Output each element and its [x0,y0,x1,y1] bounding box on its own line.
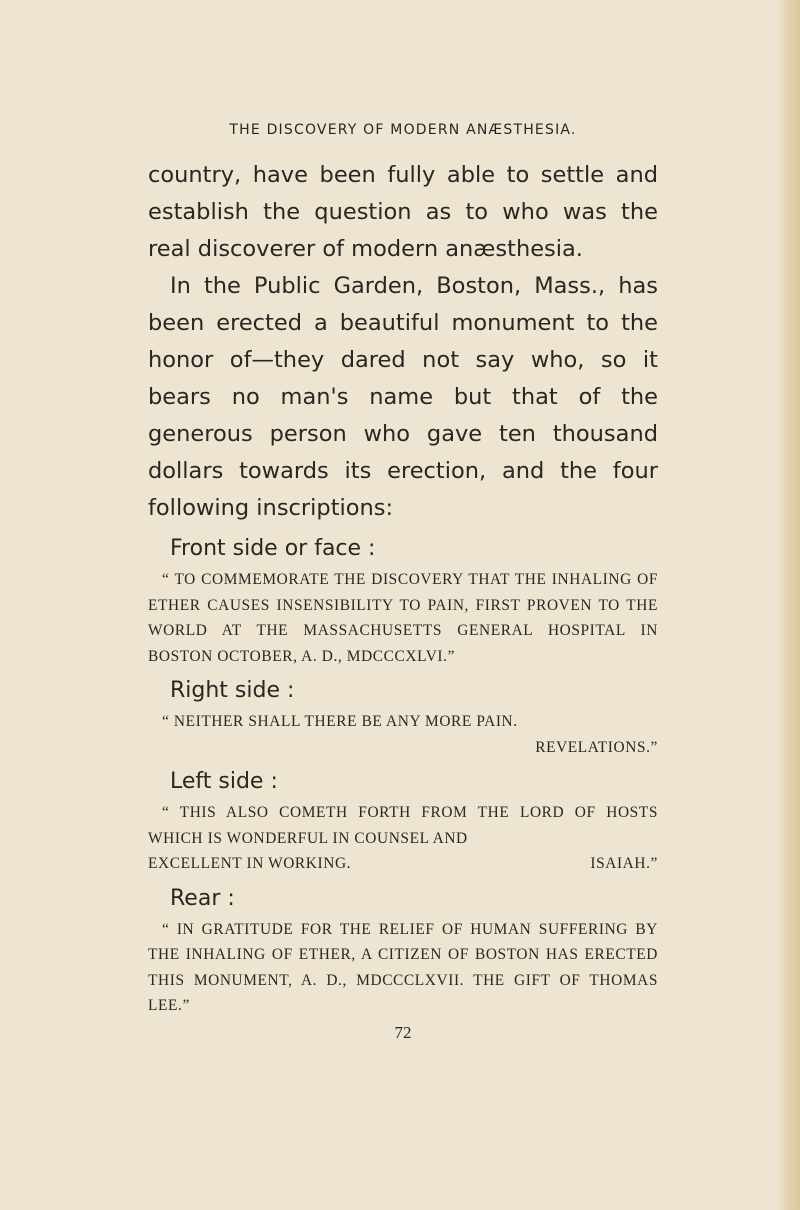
right-inscription-text: “ NEITHER SHALL THERE BE ANY MORE PAIN. [162,713,518,730]
right-inscription-source: REVELATIONS.” [535,738,658,756]
left-inscription-last-line: EXCELLENT IN WORKING. [148,855,352,872]
running-head: THE DISCOVERY OF MODERN ANÆSTHESIA. [229,122,577,138]
rear-inscription-text: “ IN GRATITUDE FOR THE RELIEF OF HUMAN SUFFERING BY THE INHALING OF ETHER, A CITIZEN OF BOSTON HAS ERECTED THIS MONUMENT, A. D., MDCCCLXVII. THE GIFT OF THOMAS LEE.” [148,920,658,1014]
right-side-label: Right side : [170,678,295,703]
left-inscription-final-line [148,851,658,877]
paragraph-monument: In the Public Garden, Boston, Mass., has been erected a beautiful monument to the honor of—they dared not say who, so it bears no man's name but that of the generous person who gave ten thousand dollars towards its erection, and the four following inscriptions: [148,273,658,521]
left-inscription-text: “ THIS ALSO COMETH FORTH FROM THE LORD OF HOSTS WHICH IS WONDERFUL IN COUNSEL AND [148,804,658,847]
paragraph-continuation: country, have been fully able to settle and establish the question as to who was the real discoverer of modern anæsthesia. [148,162,658,262]
front-side-label: Front side or face : [170,536,376,561]
book-page [148,122,658,1043]
rear-inscription [148,917,658,1019]
front-inscription-text: “ TO COMMEMORATE THE DISCOVERY THAT THE INHALING OF ETHER CAUSES INSENSIBILITY TO PAIN, FIRST PROVEN TO THE WORLD AT THE MASSACHUSETTS GENERAL HOSPITAL IN BOSTON OCTOBER, A. D., MDCCCXLVI.” [148,571,658,665]
left-inscription [148,800,658,877]
left-inscription-source: ISAIAH.” [590,855,658,872]
page-number: 72 [394,1022,412,1042]
left-side-label: Left side : [170,769,278,794]
right-inscription [148,709,658,760]
front-inscription [148,567,658,669]
page-edge [778,0,800,1210]
rear-label: Rear : [170,885,235,911]
